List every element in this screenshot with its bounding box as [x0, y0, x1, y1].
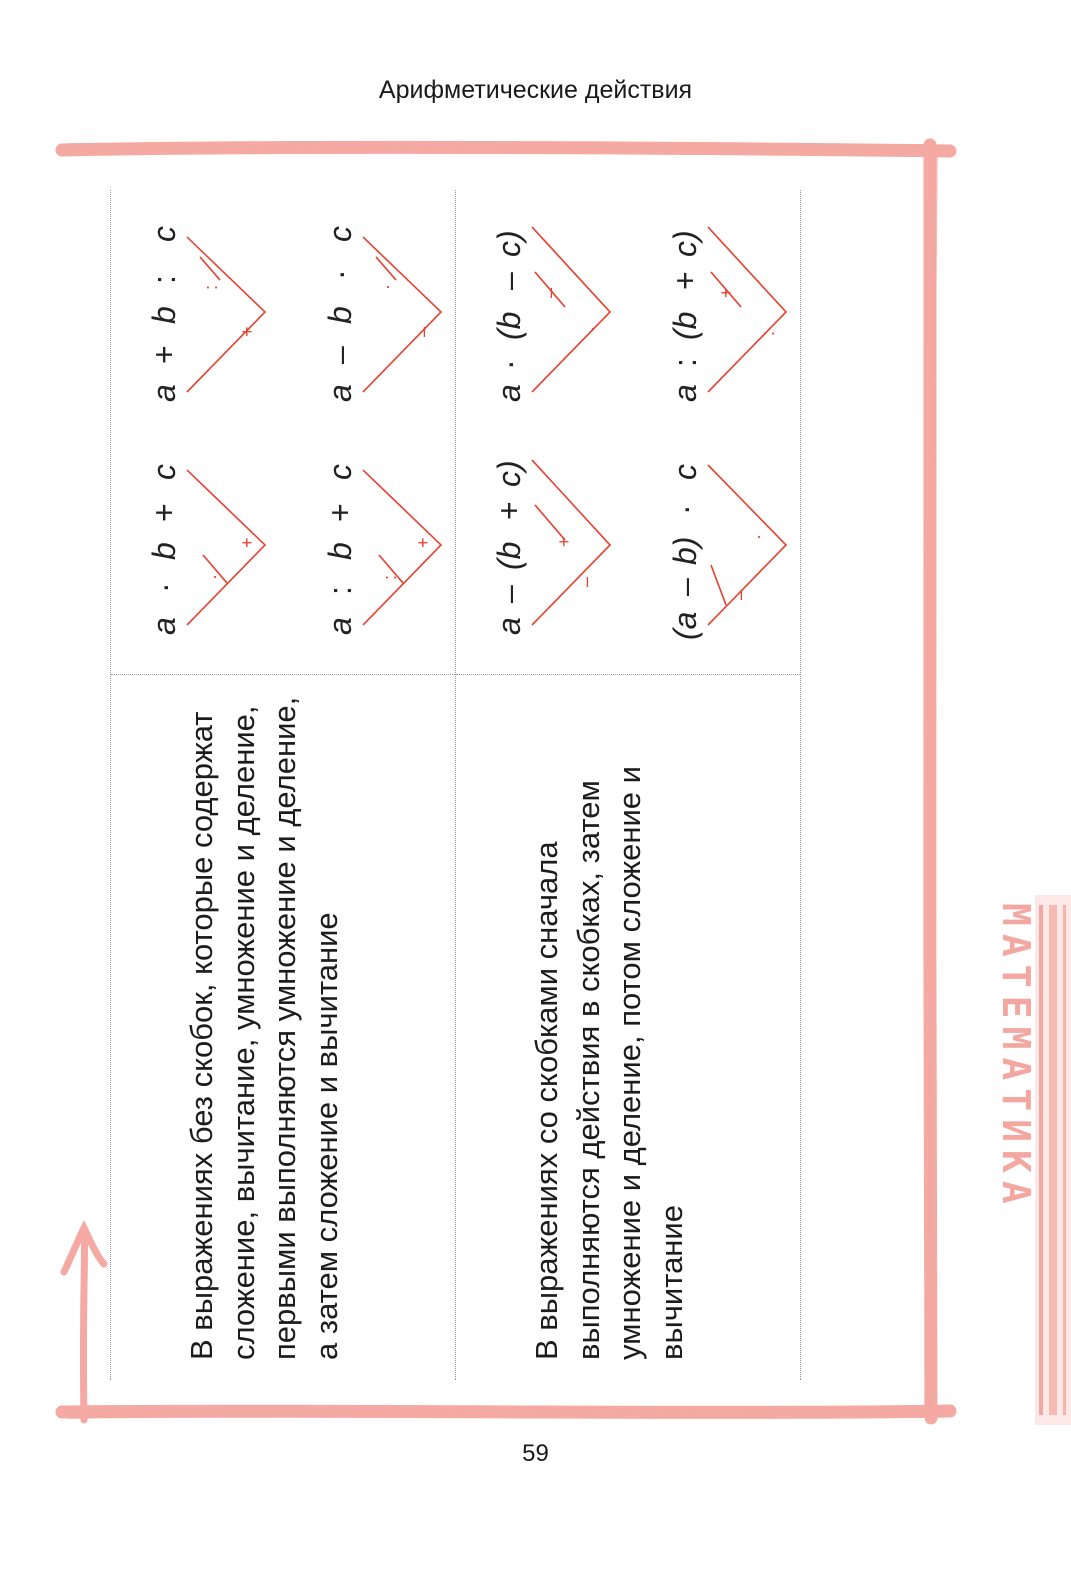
- formula-diagram: [470, 172, 620, 402]
- order-mark: ·: [204, 574, 224, 580]
- order-mark: :: [758, 330, 778, 336]
- rule-text: В выражениях без скобок, которые содержат сложение, вычитание, умножение и деление, первыми выполняются умножение и деление, а затем сложение и вычитание: [184, 696, 344, 1360]
- formula-part: a: [322, 617, 358, 635]
- formula-part: +: [146, 503, 182, 522]
- formula-part: ·: [667, 504, 703, 515]
- rules-panel: [110, 190, 807, 1380]
- formula-part: b: [322, 306, 358, 324]
- formula-part: a: [491, 617, 527, 635]
- order-mark: :: [201, 284, 221, 290]
- formula-part: +: [146, 345, 182, 364]
- formula-part: c: [146, 464, 182, 480]
- order-mark: –: [413, 326, 433, 337]
- order-mark: ·: [582, 326, 602, 332]
- formula-diagram: [301, 405, 451, 635]
- formula-part: :: [667, 358, 703, 367]
- order-mark: ·: [377, 284, 397, 290]
- order-mark: –: [540, 287, 560, 298]
- formula-diagram: [125, 405, 275, 635]
- order-mark: –: [576, 576, 596, 587]
- formula-diagram: [646, 172, 796, 402]
- formula-part: –: [322, 346, 358, 364]
- formula-part: ·: [491, 359, 527, 370]
- rule-with-brackets: [456, 190, 801, 1380]
- formula-part: a: [146, 617, 182, 635]
- formula-part: –: [667, 578, 703, 596]
- order-mark: –: [730, 589, 750, 600]
- formula-diagram: [125, 172, 275, 402]
- formula-part: b: [322, 542, 358, 560]
- formula-part: c): [491, 460, 527, 487]
- side-banner: [975, 895, 1071, 1425]
- formula-part: :: [322, 586, 358, 595]
- formula-part: :: [146, 275, 182, 284]
- order-mark: +: [413, 537, 433, 548]
- order-mark: :: [380, 574, 400, 580]
- formula-part: (b: [491, 541, 527, 570]
- order-mark: +: [237, 326, 257, 337]
- formula-part: b): [667, 536, 703, 565]
- formula-part: a: [146, 384, 182, 402]
- formula-part: +: [322, 503, 358, 522]
- formula-diagram: [646, 410, 796, 640]
- formula-diagram: [470, 405, 620, 635]
- formula-diagram: [301, 172, 451, 402]
- formula-part: (b: [491, 311, 527, 340]
- formula-part: (a: [667, 611, 703, 640]
- formula-part: c): [491, 230, 527, 257]
- formula-part: (b: [667, 311, 703, 340]
- formula-part: c: [146, 226, 182, 242]
- page-number: 59: [522, 1440, 549, 1467]
- formula-part: a: [322, 384, 358, 402]
- order-mark: +: [554, 536, 574, 547]
- formula-part: c: [322, 464, 358, 480]
- formula-part: ·: [146, 582, 182, 593]
- formula-part: c: [322, 226, 358, 242]
- formula-part: a: [491, 384, 527, 402]
- running-header: Арифметические действия: [378, 76, 693, 104]
- rule-text: В выражениях со скобками сначала выполняются действия в скобках, затем умножение и деление, потом сложение и вычитание: [529, 766, 689, 1360]
- formula-part: +: [491, 501, 527, 520]
- column-divider: [111, 674, 455, 675]
- order-mark: +: [716, 287, 736, 298]
- side-title: МАТЕМАТИКА: [994, 903, 1038, 1212]
- rule-no-brackets: [110, 190, 456, 1380]
- formula-part: ·: [322, 269, 358, 280]
- formula-part: c: [667, 464, 703, 480]
- formula-part: c): [667, 230, 703, 257]
- formula-part: +: [667, 271, 703, 290]
- formula-part: a: [667, 384, 703, 402]
- formula-part: b: [146, 306, 182, 324]
- order-mark: +: [237, 537, 257, 548]
- formula-part: –: [491, 585, 527, 603]
- column-divider: [456, 674, 800, 675]
- formula-part: –: [491, 272, 527, 290]
- order-mark: ·: [748, 534, 768, 540]
- formula-part: b: [146, 542, 182, 560]
